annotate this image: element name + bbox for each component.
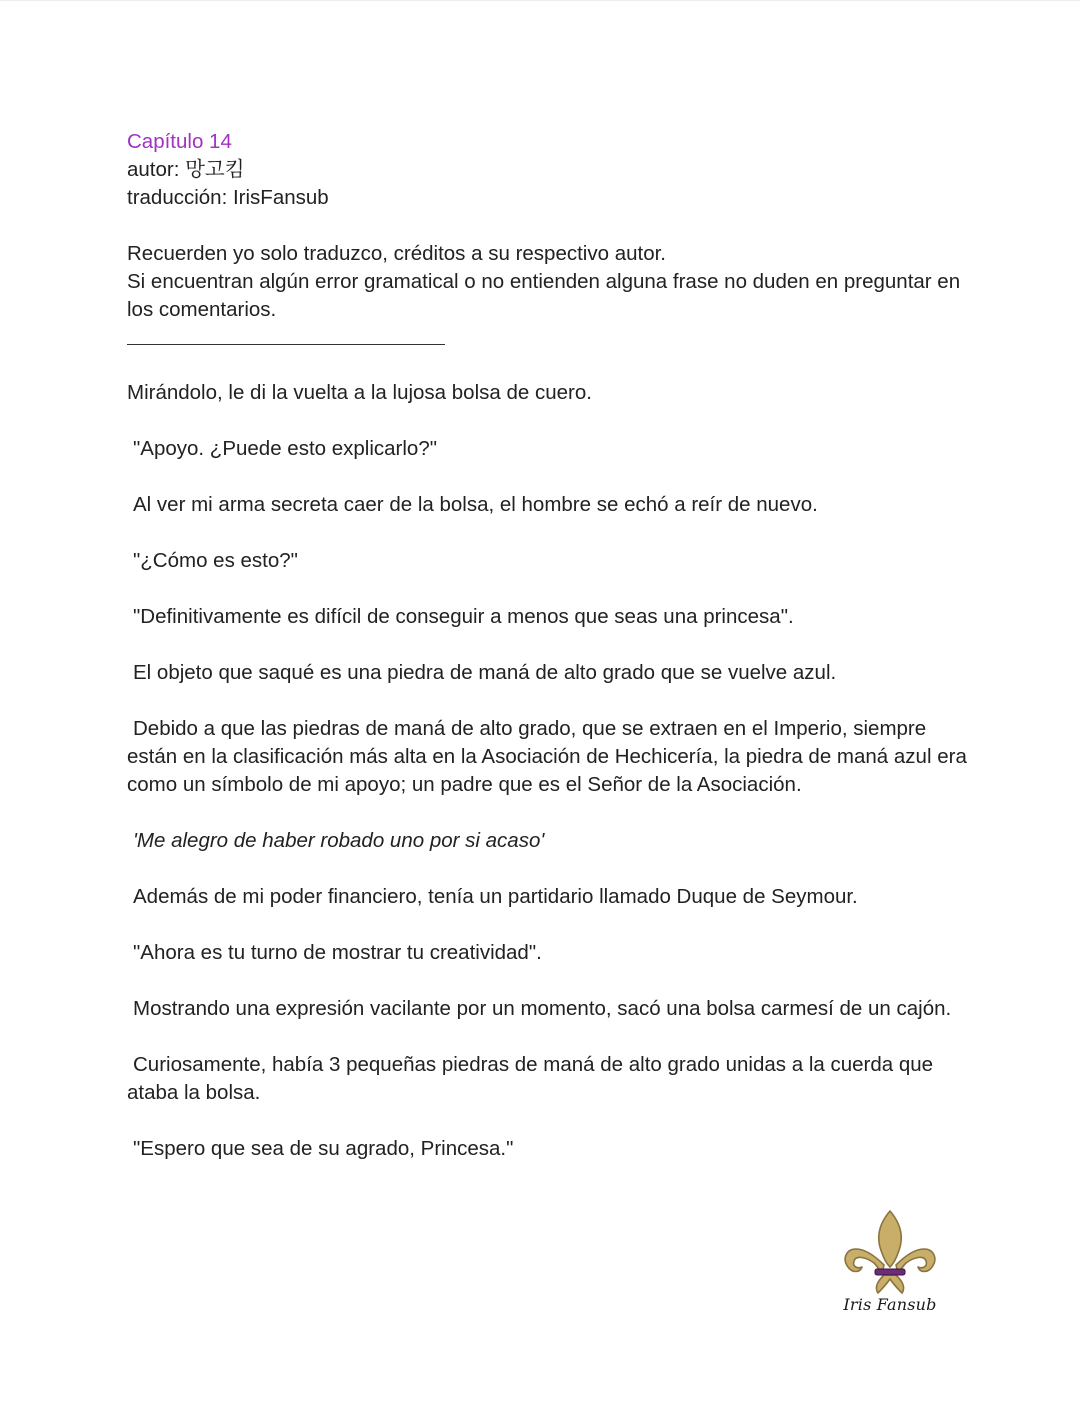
paragraph: Debido a que las piedras de maná de alto grado, que se extraen en el Imperio, siempre están en la clasificación más alta en la Asociación de Hechicería, la piedra de maná azul era como un símbolo de mi apoyo; un padre que es el Señor de la Asociación. (127, 717, 967, 796)
paragraph: "Definitivamente es difícil de conseguir a menos que seas una princesa". (133, 605, 794, 628)
author-line: autor: 망고킴 (127, 158, 245, 181)
iris-fansub-logo (838, 1209, 942, 1321)
document-content (127, 128, 967, 1191)
fleur-de-lis-icon (838, 1209, 942, 1295)
translation-line: traducción: IrisFansub (127, 186, 329, 209)
notice-line-1: Recuerden yo solo traduzco, créditos a su respectivo autor. (127, 242, 666, 265)
logo-caption: Iris Fansub (843, 1295, 937, 1314)
paragraph: "¿Cómo es esto?" (133, 549, 298, 572)
paragraph-thought: 'Me alegro de haber robado uno por si acaso' (133, 829, 545, 852)
story-body (127, 379, 967, 1163)
separator-line (127, 344, 445, 345)
paragraph: "Espero que sea de su agrado, Princesa." (133, 1137, 514, 1160)
paragraph: "Ahora es tu turno de mostrar tu creatividad". (133, 941, 542, 964)
paragraph: "Apoyo. ¿Puede esto explicarlo?" (133, 437, 438, 460)
translator-notice (127, 240, 967, 324)
paragraph: Además de mi poder financiero, tenía un partidario llamado Duque de Seymour. (133, 885, 858, 908)
paragraph: Al ver mi arma secreta caer de la bolsa, el hombre se echó a reír de nuevo. (133, 493, 818, 516)
notice-line-2: Si encuentran algún error gramatical o no entienden alguna frase no duden en preguntar en los comentarios. (127, 270, 961, 321)
paragraph: Curiosamente, había 3 pequeñas piedras de maná de alto grado unidas a la cuerda que ataba la bolsa. (127, 1053, 934, 1104)
paragraph: El objeto que saqué es una piedra de maná de alto grado que se vuelve azul. (133, 661, 837, 684)
paragraph: Mostrando una expresión vacilante por un momento, sacó una bolsa carmesí de un cajón. (133, 997, 952, 1020)
paragraph: Mirándolo, le di la vuelta a la lujosa bolsa de cuero. (127, 381, 592, 404)
chapter-title: Capítulo 14 (127, 130, 232, 153)
